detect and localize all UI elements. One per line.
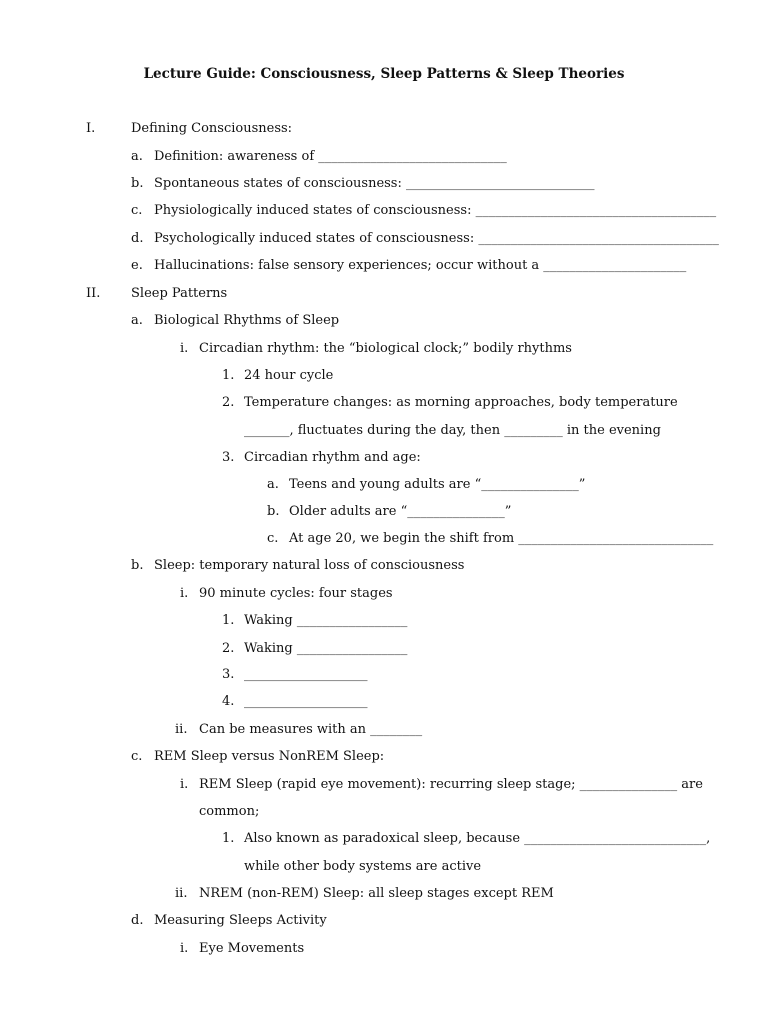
outline-item: Psychologically induced states of consciousness: _____________________________________ [154,231,719,246]
item-marker: c. [131,749,143,764]
outline-item: NREM (non-REM) Sleep: all sleep stages except REM [199,886,554,901]
outline-item: Measuring Sleeps Activity [154,913,327,928]
item-marker: c. [267,531,279,546]
outline-item-continued: _______, fluctuates during the day, then _________ in the evening [244,423,661,438]
item-marker: i. [180,941,189,956]
item-marker: c. [131,203,143,218]
outline-item: 24 hour cycle [244,368,334,383]
item-marker: 1. [222,831,235,846]
item-marker: a. [131,313,143,328]
outline-item: Physiologically induced states of consciousness: _____________________________________ [154,203,717,218]
item-marker: 2. [222,395,235,410]
outline-item: Circadian rhythm and age: [244,450,421,465]
outline-item: REM Sleep (rapid eye movement): recurring sleep stage; _______________ are [199,777,703,792]
outline-item: Biological Rhythms of Sleep [154,313,340,328]
outline-item: Waking _________________ [244,613,408,628]
item-marker: b. [267,504,280,519]
item-marker: 1. [222,368,235,383]
item-marker: i. [180,341,189,356]
item-marker: e. [131,258,143,273]
outline-item: Hallucinations: false sensory experiences; occur without a ______________________ [154,258,687,273]
page-title: Lecture Guide: Consciousness, Sleep Patterns & Sleep Theories [143,66,625,82]
outline-item-continued: while other body systems are active [244,859,482,874]
section-marker: I. [86,121,96,136]
section-heading: Sleep Patterns [131,286,228,301]
outline-item: Can be measures with an ________ [199,722,423,737]
outline-item: ___________________ [244,694,368,709]
outline-item: Definition: awareness of _____________________________ [154,149,507,164]
outline-item: At age 20, we begin the shift from ______________________________ [289,531,714,546]
outline-item: Sleep: temporary natural loss of consciousness [154,558,465,573]
outline-item: Circadian rhythm: the “biological clock;” bodily rhythms [199,341,572,356]
item-marker: ii. [175,886,188,901]
outline-item: Eye Movements [199,941,305,956]
outline-item: Spontaneous states of consciousness: _____________________________ [154,176,595,191]
item-marker: i. [180,777,189,792]
item-marker: a. [131,149,143,164]
outline-item: ___________________ [244,667,368,682]
section-marker: II. [86,286,101,301]
item-marker: b. [131,176,144,191]
item-marker: d. [131,913,144,928]
outline-item: Temperature changes: as morning approaches, body temperature [244,395,678,410]
outline-item: 90 minute cycles: four stages [199,586,393,601]
item-marker: d. [131,231,144,246]
outline-item-continued: common; [199,804,260,819]
item-marker: 3. [222,450,235,465]
item-marker: ii. [175,722,188,737]
outline-item: Older adults are “_______________” [289,504,512,519]
section-heading: Defining Consciousness: [131,121,293,136]
item-marker: i. [180,586,189,601]
outline-item: Also known as paradoxical sleep, because ____________________________, [244,831,711,846]
item-marker: 4. [222,694,235,709]
item-marker: 1. [222,613,235,628]
item-marker: b. [131,558,144,573]
item-marker: 3. [222,667,235,682]
item-marker: 2. [222,641,235,656]
outline-item: Teens and young adults are “_______________” [289,477,586,492]
outline-item: REM Sleep versus NonREM Sleep: [154,749,385,764]
item-marker: a. [267,477,279,492]
outline-item: Waking _________________ [244,641,408,656]
